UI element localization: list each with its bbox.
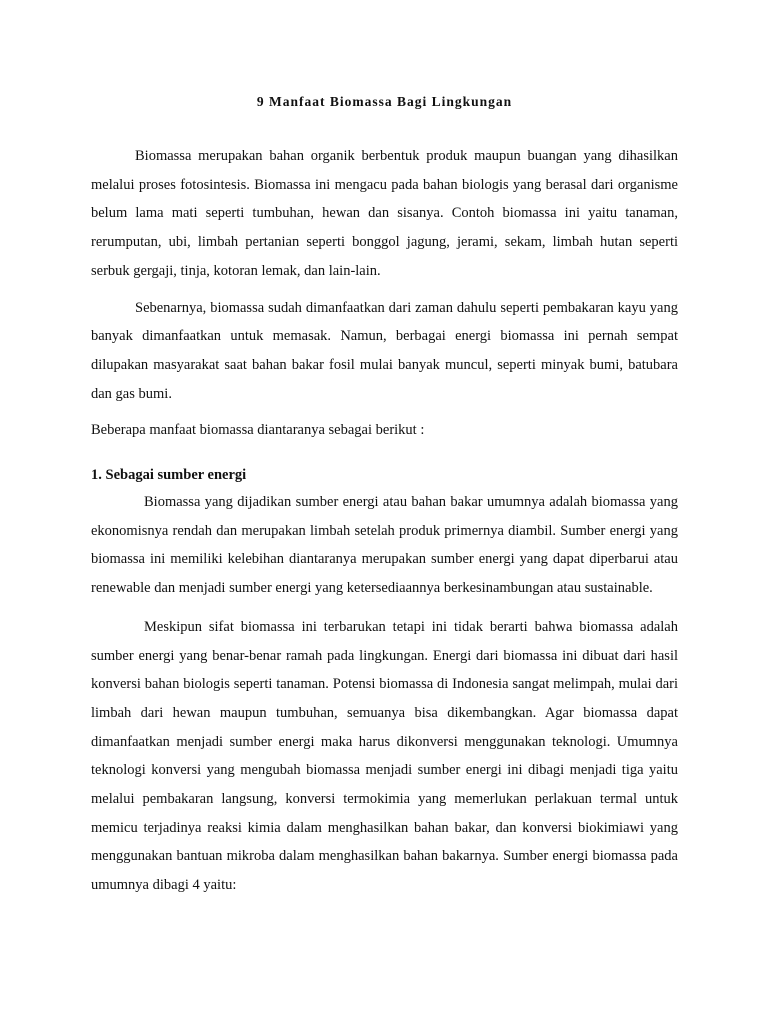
- paragraph-benefits-intro: Beberapa manfaat biomassa diantaranya sebagai berikut :: [91, 422, 425, 439]
- paragraph-biomassa-history: Sebenarnya, biomassa sudah dimanfaatkan dari zaman dahulu seperti pembakaran kayu yang banyak dimanfaatkan untuk memasak. Namun, berbagai energi biomassa ini pernah sempat dilupakan masyarakat saat bahan bakar fosil mulai banyak muncul, seperti minyak bumi, batubara dan gas bumi.: [91, 299, 678, 402]
- paragraph-energy-source: Biomassa yang dijadikan sumber energi atau bahan bakar umumnya adalah biomassa yang ekonomisnya rendah dan merupakan limbah setelah produk primernya diambil. Sumber energi yang biomassa ini memiliki kelebihan diantaranya merupakan sumber energi yang dapat diperbarui atau renewable dan menjadi sumber energi yang ketersediaannya berkesinambungan atau sustainable.: [91, 494, 678, 597]
- paragraph-biomassa-definition: Biomassa merupakan bahan organik berbentuk produk maupun buangan yang dihasilkan melalui proses fotosintesis. Biomassa ini mengacu pada bahan biologis yang berasal dari organisme belum lama mati seperti tumbuhan, hewan dan sisanya. Contoh biomassa ini yaitu tanaman, rerumputan, ubi, limbah pertanian seperti bonggol jagung, jerami, sekam, limbah hutan seperti serbuk gergaji, tinja, kotoran lemak, dan lain-lain.: [91, 148, 678, 279]
- paragraph-energy-conversion: Meskipun sifat biomassa ini terbarukan tetapi ini tidak berarti bahwa biomassa adalah sumber energi yang benar-benar ramah pada lingkungan. Energi dari biomassa ini dibuat dari hasil konversi bahan biologis seperti tanaman. Potensi biomassa di Indonesia sangat melimpah, mulai dari limbah dari hewan maupun tumbuhan, semuanya bisa dikembangkan. Agar biomassa dapat dimanfaatkan menjadi sumber energi maka harus dikonversi menggunakan teknologi. Umumnya teknologi konversi yang mengubah biomassa menjadi sumber energi ini dibagi menjadi tiga yaitu melalui pembakaran langsung, konversi termokimia yang memerlukan perlakuan termal untuk memicu terjadinya reaksi kimia dalam menghasilkan bahan bakar, dan konversi biokimiawi yang menggunakan bantuan mikroba dalam menghasilkan bahan bakarnya. Sumber energi biomassa pada umumnya dibagi 4 yaitu:: [91, 618, 678, 894]
- section-heading-energy: 1. Sebagai sumber energi: [91, 467, 247, 484]
- document-title: 9 Manfaat Biomassa Bagi Lingkungan: [256, 94, 513, 109]
